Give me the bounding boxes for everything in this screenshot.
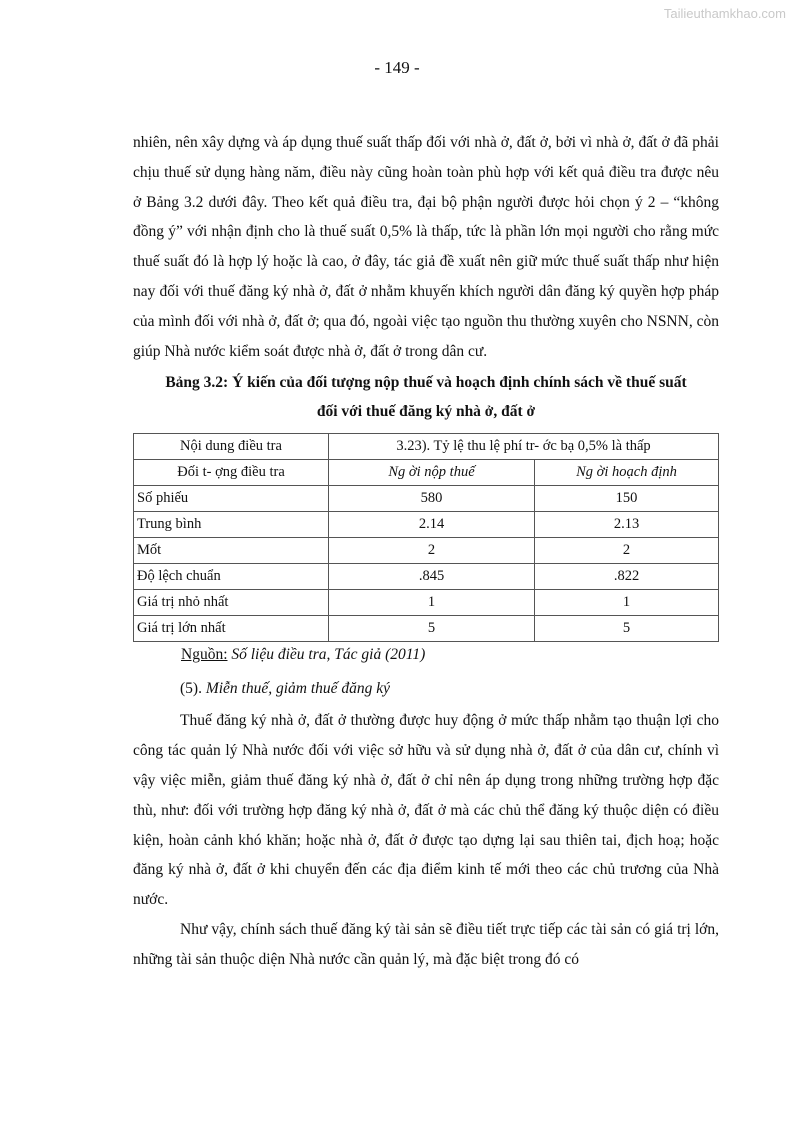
source-text: Số liệu điều tra, Tác giả (2011) — [227, 646, 426, 664]
taxpayer-value: 2 — [329, 538, 535, 564]
planner-value: 2.13 — [535, 512, 719, 538]
header-planner: Ng ời hoạch định — [535, 460, 719, 486]
table-row — [134, 564, 719, 590]
planner-value: .822 — [535, 564, 719, 590]
document-body — [133, 128, 719, 975]
section-title: Miễn thuế, giảm thuế đăng ký — [205, 680, 391, 698]
table-row — [134, 616, 719, 642]
watermark: Tailieuthamkhao.com — [663, 6, 786, 21]
row-label: Số phiếu — [134, 486, 329, 512]
taxpayer-value: 5 — [329, 616, 535, 642]
planner-value: 150 — [535, 486, 719, 512]
table-row — [134, 538, 719, 564]
planner-value: 5 — [535, 616, 719, 642]
table-row — [134, 590, 719, 616]
row-label: Giá trị nhỏ nhất — [134, 590, 329, 616]
planner-value: 1 — [535, 590, 719, 616]
header-question: 3.23). Tỷ lệ thu lệ phí tr- ớc bạ 0,5% là thấp — [329, 434, 719, 460]
table-caption-line-2: đối với thuế đăng ký nhà ở, đất ở — [316, 403, 536, 421]
paragraph-exemption: Thuế đăng ký nhà ở, đất ở thường được huy động ở mức thấp nhằm tạo thuận lợi cho công tác quản lý Nhà nước đối với việc sở hữu và sử dụng nhà ở, đất ở của dân cư, chính vì vậy việc miễn, giảm thuế đăng ký nhà ở, đất ở chỉ nên áp dụng trong những trường hợp đặc thù, như: đối với trường hợp đăng ký nhà ở, đất ở mà các chủ thể đăng ký thuộc diện có điều kiện, hoàn cảnh khó khăn; hoặc nhà ở, đất ở được tạo dựng lại sau thiên tai, địch hoạ; hoặc đăng ký nhà ở, đất ở khi chuyển đến các địa điểm kinh tế mới theo các chủ trương của Nhà nước. — [133, 712, 719, 909]
row-label: Giá trị lớn nhất — [134, 616, 329, 642]
row-label: Mốt — [134, 538, 329, 564]
paragraph-conclusion: Như vậy, chính sách thuế đăng ký tài sản sẽ điều tiết trực tiếp các tài sản có giá trị lớn, những tài sản thuộc diện Nhà nước cần quản lý, mà đặc biệt trong đó có — [133, 920, 719, 968]
row-label: Trung bình — [134, 512, 329, 538]
header-respondent-type: Đối t- ợng điều tra — [134, 460, 329, 486]
taxpayer-value: .845 — [329, 564, 535, 590]
table-row — [134, 512, 719, 538]
header-taxpayer: Ng ời nộp thuế — [329, 460, 535, 486]
table-header-row — [134, 460, 719, 486]
taxpayer-value: 580 — [329, 486, 535, 512]
section-number: (5). — [180, 680, 206, 698]
source-label: Nguồn: — [181, 646, 228, 664]
section-heading — [180, 674, 719, 703]
survey-table — [133, 433, 719, 642]
taxpayer-value: 1 — [329, 590, 535, 616]
intro-paragraph: nhiên, nên xây dựng và áp dụng thuế suất thấp đối với nhà ở, đất ở, bởi vì nhà ở, đất ở đã phải chịu thuế sử dụng hàng năm, điều này cũng hoàn toàn phù hợp với kết quả điều tra được nêu ở Bảng 3.2 dưới đây. Theo kết quả điều tra, đại bộ phận người được hỏi chọn ý 2 – “không đồng ý” với nhận định cho là thuế suất 0,5% là thấp, tức là phần lớn mọi người cho rằng mức thuế suất đó là hợp lý hoặc là cao, ở đây, tác giả đề xuất nên giữ mức thuế suất thấp như hiện nay đối với thuế đăng ký nhà ở, đất ở nhằm khuyến khích người dân đăng ký quyền hợp pháp của mình đối với nhà ở, đất ở; qua đó, ngoài việc tạo nguồn thu thường xuyên cho NSNN, còn giúp Nhà nước kiểm soát được nhà ở, đất ở trong dân cư. — [133, 134, 719, 360]
header-survey-content: Nội dung điều tra — [134, 434, 329, 460]
table-header-row — [134, 434, 719, 460]
page-number: - 149 - — [374, 58, 420, 77]
taxpayer-value: 2.14 — [329, 512, 535, 538]
table-row — [134, 486, 719, 512]
table-source — [181, 642, 719, 668]
row-label: Độ lệch chuẩn — [134, 564, 329, 590]
table-caption-line-1: Bảng 3.2: Ý kiến của đối tượng nộp thuế và hoạch định chính sách về thuế suất — [165, 374, 687, 392]
planner-value: 2 — [535, 538, 719, 564]
